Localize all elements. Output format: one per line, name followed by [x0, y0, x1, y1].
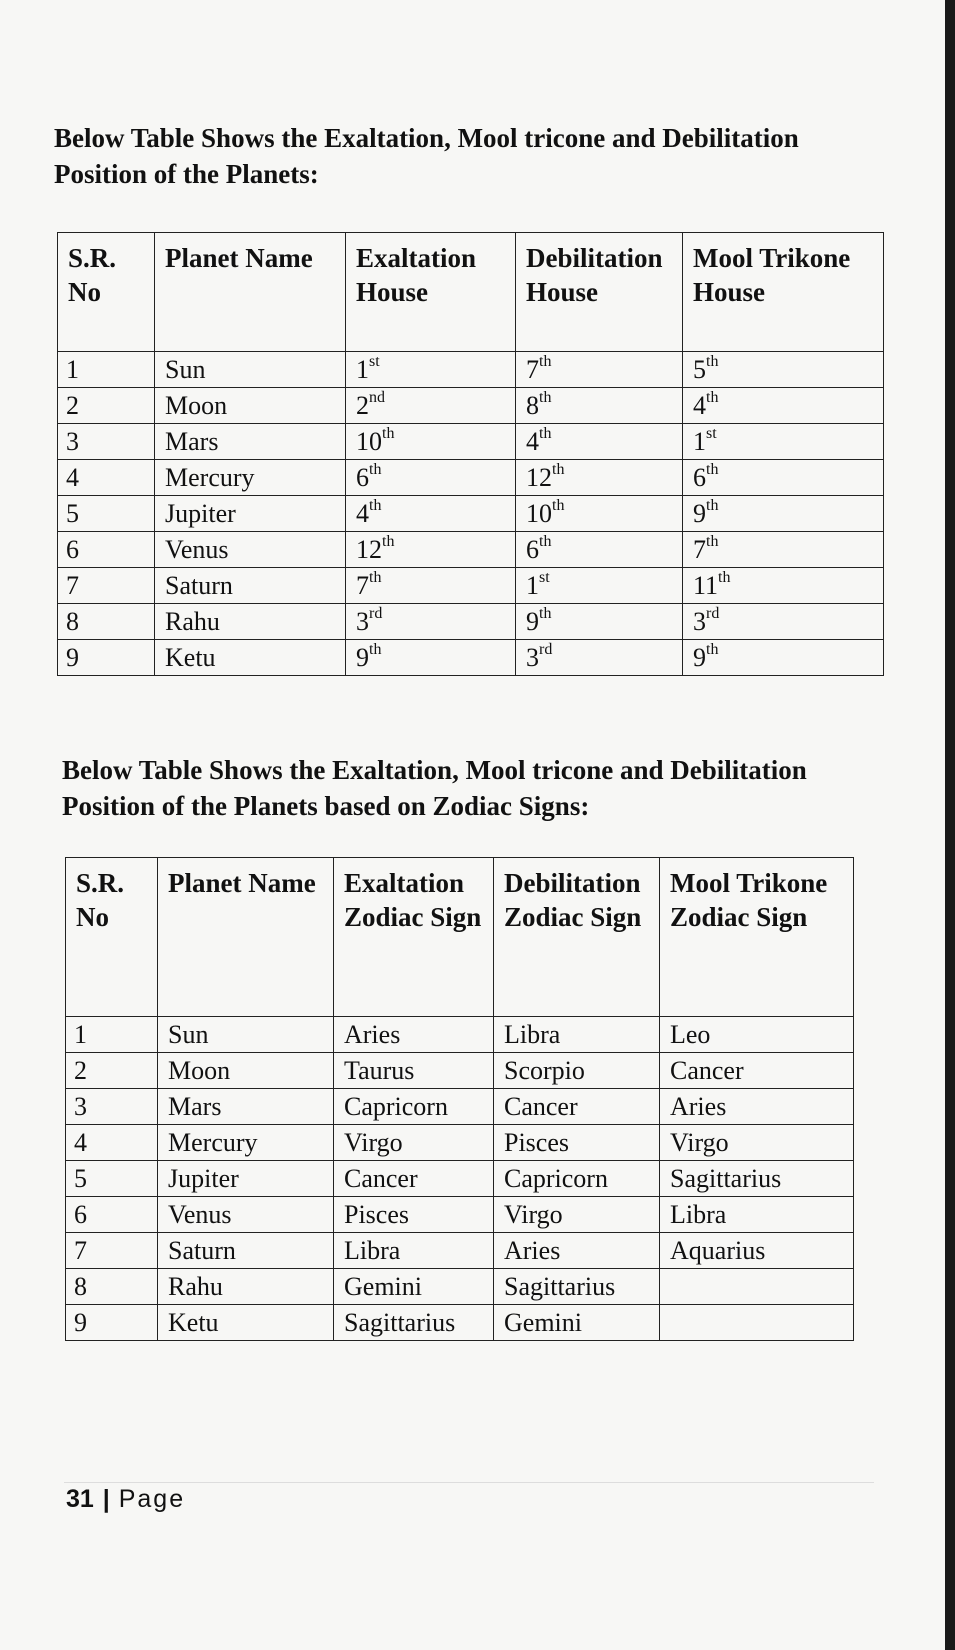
sr-no-cell: 3 [66, 1089, 158, 1125]
page-label: Page [118, 1485, 186, 1513]
mool-trikone-house-cell [683, 496, 884, 532]
table1-heading: Below Table Shows the Exaltation, Mool tricone and Debilitation Position of the Planets: [54, 123, 799, 189]
mool-trikone-house-cell [683, 532, 884, 568]
planet-name-cell: Saturn [158, 1233, 334, 1269]
ordinal-number: 9 [526, 607, 539, 636]
mool-trikone-sign-cell: Aries [660, 1089, 854, 1125]
sr-no-cell: 4 [58, 460, 155, 496]
mool-trikone-sign-cell [660, 1269, 854, 1305]
sr-no-cell: 1 [58, 352, 155, 388]
ordinal-number: 10 [526, 499, 552, 528]
ordinal-number: 4 [356, 499, 369, 528]
sr-no-cell: 2 [66, 1053, 158, 1089]
mool-trikone-house-cell [683, 460, 884, 496]
table-row [58, 424, 884, 460]
exaltation-house-cell [346, 532, 516, 568]
ordinal-suffix: th [552, 461, 565, 479]
ordinal-number: 6 [356, 463, 369, 492]
sr-no-cell: 9 [66, 1305, 158, 1341]
table-row [58, 352, 884, 388]
table-header-row [66, 858, 854, 1017]
planet-name-cell: Rahu [158, 1269, 334, 1305]
debilitation-house-cell [516, 460, 683, 496]
house-position-table [57, 232, 884, 676]
ordinal-suffix: th [539, 605, 552, 623]
ordinal-number: 1 [356, 355, 369, 384]
exaltation-sign-cell: Virgo [334, 1125, 494, 1161]
exaltation-house-cell [346, 460, 516, 496]
sr-no-cell: 5 [66, 1161, 158, 1197]
planet-name-cell: Saturn [155, 568, 346, 604]
ordinal-number: 2 [356, 391, 369, 420]
ordinal-suffix: th [369, 461, 382, 479]
ordinal-number: 6 [526, 535, 539, 564]
exaltation-sign-cell: Taurus [334, 1053, 494, 1089]
table-row [58, 640, 884, 676]
column-header-mool-trikone-house: Mool Trikone House [683, 233, 884, 352]
ordinal-number: 6 [693, 463, 706, 492]
exaltation-sign-cell: Aries [334, 1017, 494, 1053]
planet-name-cell: Sun [158, 1017, 334, 1053]
mool-trikone-house-cell [683, 568, 884, 604]
exaltation-house-cell [346, 496, 516, 532]
column-header-debilitation-house: Debilitation House [516, 233, 683, 352]
sr-no-cell: 6 [58, 532, 155, 568]
debilitation-sign-cell: Sagittarius [494, 1269, 660, 1305]
planet-name-cell: Ketu [155, 640, 346, 676]
ordinal-suffix: th [539, 353, 552, 371]
mool-trikone-sign-cell [660, 1305, 854, 1341]
mool-trikone-house-cell [683, 640, 884, 676]
planet-name-cell: Ketu [158, 1305, 334, 1341]
ordinal-suffix: rd [706, 605, 720, 623]
debilitation-sign-cell: Libra [494, 1017, 660, 1053]
ordinal-number: 11 [693, 571, 719, 600]
table-row [66, 1233, 854, 1269]
planet-name-cell: Mars [155, 424, 346, 460]
debilitation-house-cell [516, 388, 683, 424]
planet-name-cell: Venus [155, 532, 346, 568]
ordinal-number: 7 [526, 355, 539, 384]
ordinal-number: 4 [693, 391, 706, 420]
ordinal-number: 3 [693, 607, 706, 636]
sr-no-cell: 7 [58, 568, 155, 604]
sr-no-cell: 4 [66, 1125, 158, 1161]
ordinal-number: 8 [526, 391, 539, 420]
ordinal-number: 1 [526, 571, 539, 600]
debilitation-sign-cell: Aries [494, 1233, 660, 1269]
planet-name-cell: Sun [155, 352, 346, 388]
ordinal-number: 9 [356, 643, 369, 672]
ordinal-suffix: th [706, 389, 719, 407]
exaltation-sign-cell: Capricorn [334, 1089, 494, 1125]
sr-no-cell: 5 [58, 496, 155, 532]
exaltation-house-cell [346, 604, 516, 640]
table-row [66, 1305, 854, 1341]
exaltation-house-cell [346, 424, 516, 460]
ordinal-number: 7 [693, 535, 706, 564]
sr-no-cell: 1 [66, 1017, 158, 1053]
ordinal-suffix: th [539, 389, 552, 407]
ordinal-suffix: st [369, 353, 380, 371]
debilitation-house-cell [516, 424, 683, 460]
mool-trikone-house-cell [683, 424, 884, 460]
mool-trikone-sign-cell: Virgo [660, 1125, 854, 1161]
mool-trikone-house-cell [683, 604, 884, 640]
ordinal-suffix: th [706, 641, 719, 659]
mool-trikone-sign-cell: Sagittarius [660, 1161, 854, 1197]
ordinal-number: 5 [693, 355, 706, 384]
zodiac-sign-table [65, 857, 854, 1341]
planet-name-cell: Mercury [155, 460, 346, 496]
ordinal-number: 12 [356, 535, 382, 564]
planet-name-cell: Jupiter [158, 1161, 334, 1197]
ordinal-suffix: th [369, 497, 382, 515]
sr-no-cell: 8 [58, 604, 155, 640]
table-row [66, 1053, 854, 1089]
exaltation-sign-cell: Pisces [334, 1197, 494, 1233]
column-header-sr-no: S.R. No [58, 233, 155, 352]
column-header-planet-name: Planet Name [158, 858, 334, 1017]
ordinal-suffix: th [539, 533, 552, 551]
ordinal-number: 12 [526, 463, 552, 492]
ordinal-suffix: st [706, 425, 717, 443]
exaltation-sign-cell: Sagittarius [334, 1305, 494, 1341]
table-row [66, 1089, 854, 1125]
ordinal-number: 1 [693, 427, 706, 456]
column-header-sr-no: S.R. No [66, 858, 158, 1017]
planet-name-cell: Mercury [158, 1125, 334, 1161]
sr-no-cell: 3 [58, 424, 155, 460]
ordinal-suffix: rd [369, 605, 383, 623]
ordinal-number: 10 [356, 427, 382, 456]
table-row [58, 496, 884, 532]
ordinal-suffix: nd [369, 389, 385, 407]
sr-no-cell: 8 [66, 1269, 158, 1305]
ordinal-suffix: th [382, 533, 395, 551]
page-footer [66, 1485, 185, 1514]
debilitation-house-cell [516, 568, 683, 604]
table-row [66, 1161, 854, 1197]
exaltation-house-cell [346, 352, 516, 388]
ordinal-number: 3 [356, 607, 369, 636]
ordinal-number: 4 [526, 427, 539, 456]
table-row [66, 1197, 854, 1233]
ordinal-suffix: th [706, 353, 719, 371]
ordinal-number: 9 [693, 499, 706, 528]
debilitation-sign-cell: Gemini [494, 1305, 660, 1341]
planet-name-cell: Jupiter [155, 496, 346, 532]
debilitation-sign-cell: Capricorn [494, 1161, 660, 1197]
mool-trikone-sign-cell: Libra [660, 1197, 854, 1233]
page-number: 31 [66, 1485, 94, 1513]
debilitation-house-cell [516, 640, 683, 676]
exaltation-house-cell [346, 640, 516, 676]
exaltation-house-cell [346, 568, 516, 604]
sr-no-cell: 9 [58, 640, 155, 676]
column-header-debilitation-zodiac-sign: Debilitation Zodiac Sign [494, 858, 660, 1017]
planet-name-cell: Moon [155, 388, 346, 424]
planet-name-cell: Venus [158, 1197, 334, 1233]
ordinal-suffix: th [718, 569, 731, 587]
planet-name-cell: Mars [158, 1089, 334, 1125]
ordinal-suffix: th [382, 425, 395, 443]
ordinal-suffix: st [539, 569, 550, 587]
table-row [66, 1125, 854, 1161]
debilitation-sign-cell: Pisces [494, 1125, 660, 1161]
debilitation-sign-cell: Cancer [494, 1089, 660, 1125]
debilitation-house-cell [516, 352, 683, 388]
ordinal-number: 7 [356, 571, 369, 600]
ordinal-suffix: th [539, 425, 552, 443]
exaltation-sign-cell: Gemini [334, 1269, 494, 1305]
planet-name-cell: Rahu [155, 604, 346, 640]
table-row [58, 460, 884, 496]
debilitation-house-cell [516, 604, 683, 640]
table-row [66, 1269, 854, 1305]
ordinal-suffix: th [552, 497, 565, 515]
table-row [58, 388, 884, 424]
exaltation-house-cell [346, 388, 516, 424]
ordinal-suffix: th [706, 497, 719, 515]
table-row [58, 532, 884, 568]
ordinal-suffix: th [706, 461, 719, 479]
debilitation-sign-cell: Scorpio [494, 1053, 660, 1089]
sr-no-cell: 6 [66, 1197, 158, 1233]
column-header-exaltation-house: Exaltation House [346, 233, 516, 352]
mool-trikone-sign-cell: Leo [660, 1017, 854, 1053]
column-header-planet-name: Planet Name [155, 233, 346, 352]
ordinal-number: 9 [693, 643, 706, 672]
exaltation-sign-cell: Cancer [334, 1161, 494, 1197]
column-header-mool-trikone-zodiac-sign: Mool Trikone Zodiac Sign [660, 858, 854, 1017]
ordinal-number: 3 [526, 643, 539, 672]
column-header-exaltation-zodiac-sign: Exaltation Zodiac Sign [334, 858, 494, 1017]
mool-trikone-house-cell [683, 388, 884, 424]
debilitation-sign-cell: Virgo [494, 1197, 660, 1233]
table-row [58, 604, 884, 640]
table-row [66, 1017, 854, 1053]
planet-name-cell: Moon [158, 1053, 334, 1089]
mool-trikone-sign-cell: Cancer [660, 1053, 854, 1089]
mool-trikone-sign-cell: Aquarius [660, 1233, 854, 1269]
ordinal-suffix: th [369, 641, 382, 659]
footer-divider [64, 1482, 874, 1483]
ordinal-suffix: th [369, 569, 382, 587]
ordinal-suffix: rd [539, 641, 553, 659]
footer-separator: | [102, 1485, 110, 1513]
exaltation-sign-cell: Libra [334, 1233, 494, 1269]
mool-trikone-house-cell [683, 352, 884, 388]
table2-heading: Below Table Shows the Exaltation, Mool tricone and Debilitation Position of the Planets based on Zodiac Signs: [62, 755, 807, 821]
debilitation-house-cell [516, 532, 683, 568]
ordinal-suffix: th [706, 533, 719, 551]
table-header-row [58, 233, 884, 352]
debilitation-house-cell [516, 496, 683, 532]
sr-no-cell: 7 [66, 1233, 158, 1269]
sr-no-cell: 2 [58, 388, 155, 424]
table-row [58, 568, 884, 604]
